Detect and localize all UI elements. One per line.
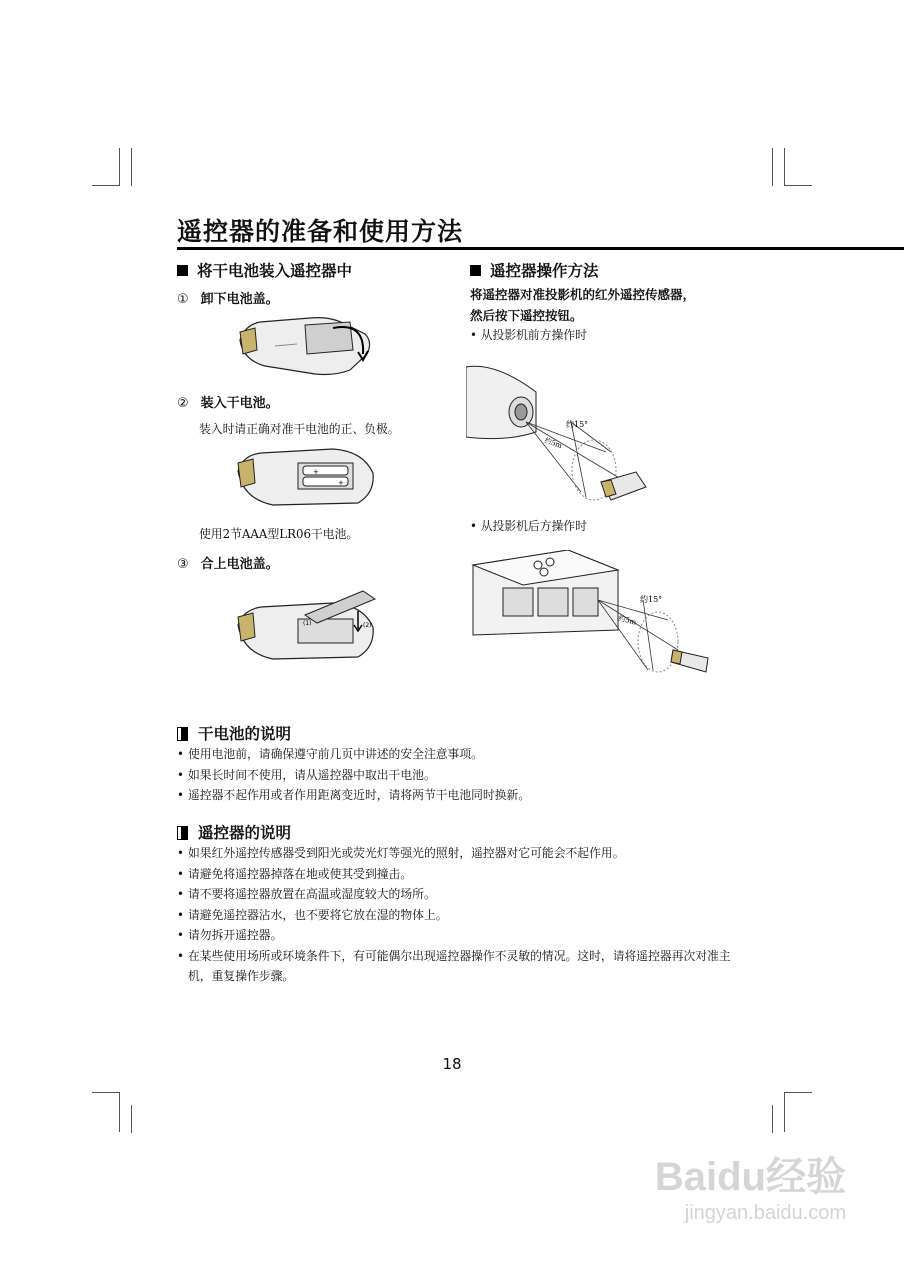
battery-install-heading: 将干电池装入遥控器中 xyxy=(177,259,352,281)
rear-distance-label: 约5m xyxy=(617,614,638,627)
svg-text:+: + xyxy=(338,479,344,487)
step-2: ② 装入干电池。 xyxy=(177,396,279,411)
rear-angle-label: 约15° xyxy=(640,595,663,604)
square-bullet-icon xyxy=(470,265,481,276)
remote-notes-heading: 遥控器的说明 xyxy=(177,821,291,843)
front-distance-label: 约5m xyxy=(543,436,564,451)
step-1: ① 卸下电池盖。 xyxy=(177,292,279,307)
list-item: • 遥控器不起作用或者作用距离变近时，请将两节干电池同时换新。 xyxy=(177,785,777,806)
insert-batteries-illustration xyxy=(233,443,381,513)
battery-type-note: 使用2节AAA型LR06干电池。 xyxy=(199,527,359,541)
section-marker-icon xyxy=(177,727,188,741)
front-operation-label: • 从投影机前方操作时 xyxy=(470,328,587,342)
front-angle-label: 约15° xyxy=(566,420,589,429)
step-3: ③ 合上电池盖。 xyxy=(177,557,279,572)
operation-intro: 将遥控器对准投影机的红外遥控传感器， 然后按下遥控按钮。 xyxy=(470,287,696,323)
remote-notes-list xyxy=(177,843,737,987)
baidu-watermark xyxy=(655,1145,846,1225)
list-item: • 使用电池前，请确保遵守前几页中讲述的安全注意事项。 xyxy=(177,744,777,765)
watermark-url: jingyan.baidu.com xyxy=(684,1202,846,1224)
list-item: • 在某些使用场所或环境条件下，有可能偶尔出现遥控器操作不灵敏的情况。这时，请将遥控器再次对准主机，重复操作步骤。 xyxy=(177,946,737,987)
title-rule xyxy=(177,247,904,250)
svg-text:+: + xyxy=(313,468,319,476)
square-bullet-icon xyxy=(177,265,188,276)
close-cover-illustration xyxy=(233,585,383,665)
page-title: 遥控器的准备和使用方法 xyxy=(177,217,464,246)
list-item: • 请避免遥控器沾水，也不要将它放在湿的物体上。 xyxy=(177,905,737,926)
page-number: 18 xyxy=(442,1055,462,1073)
rear-operation-diagram xyxy=(468,550,718,680)
list-item: • 如果红外遥控传感器受到阳光或荧光灯等强光的照射，遥控器对它可能会不起作用。 xyxy=(177,843,737,864)
battery-notes-list xyxy=(177,744,777,806)
list-item: • 请勿拆开遥控器。 xyxy=(177,925,737,946)
remove-cover-illustration xyxy=(235,310,380,380)
operation-heading: 遥控器操作方法 xyxy=(470,259,599,281)
list-item: • 请不要将遥控器放置在高温或湿度较大的场所。 xyxy=(177,884,737,905)
fig3-label-2: (2) xyxy=(363,622,372,629)
rear-operation-label: • 从投影机后方操作时 xyxy=(470,519,587,533)
polarity-note: 装入时请正确对准干电池的正、负极。 xyxy=(199,422,400,436)
battery-notes-heading: 干电池的说明 xyxy=(177,722,291,744)
list-item: • 请避免将遥控器掉落在地或使其受到撞击。 xyxy=(177,864,737,885)
section-marker-icon xyxy=(177,826,188,840)
fig3-label-1: (1) xyxy=(303,620,312,627)
watermark-brand: Baidu经验 xyxy=(654,1155,846,1199)
list-item: • 如果长时间不使用，请从遥控器中取出干电池。 xyxy=(177,765,777,786)
front-operation-diagram xyxy=(466,362,656,512)
